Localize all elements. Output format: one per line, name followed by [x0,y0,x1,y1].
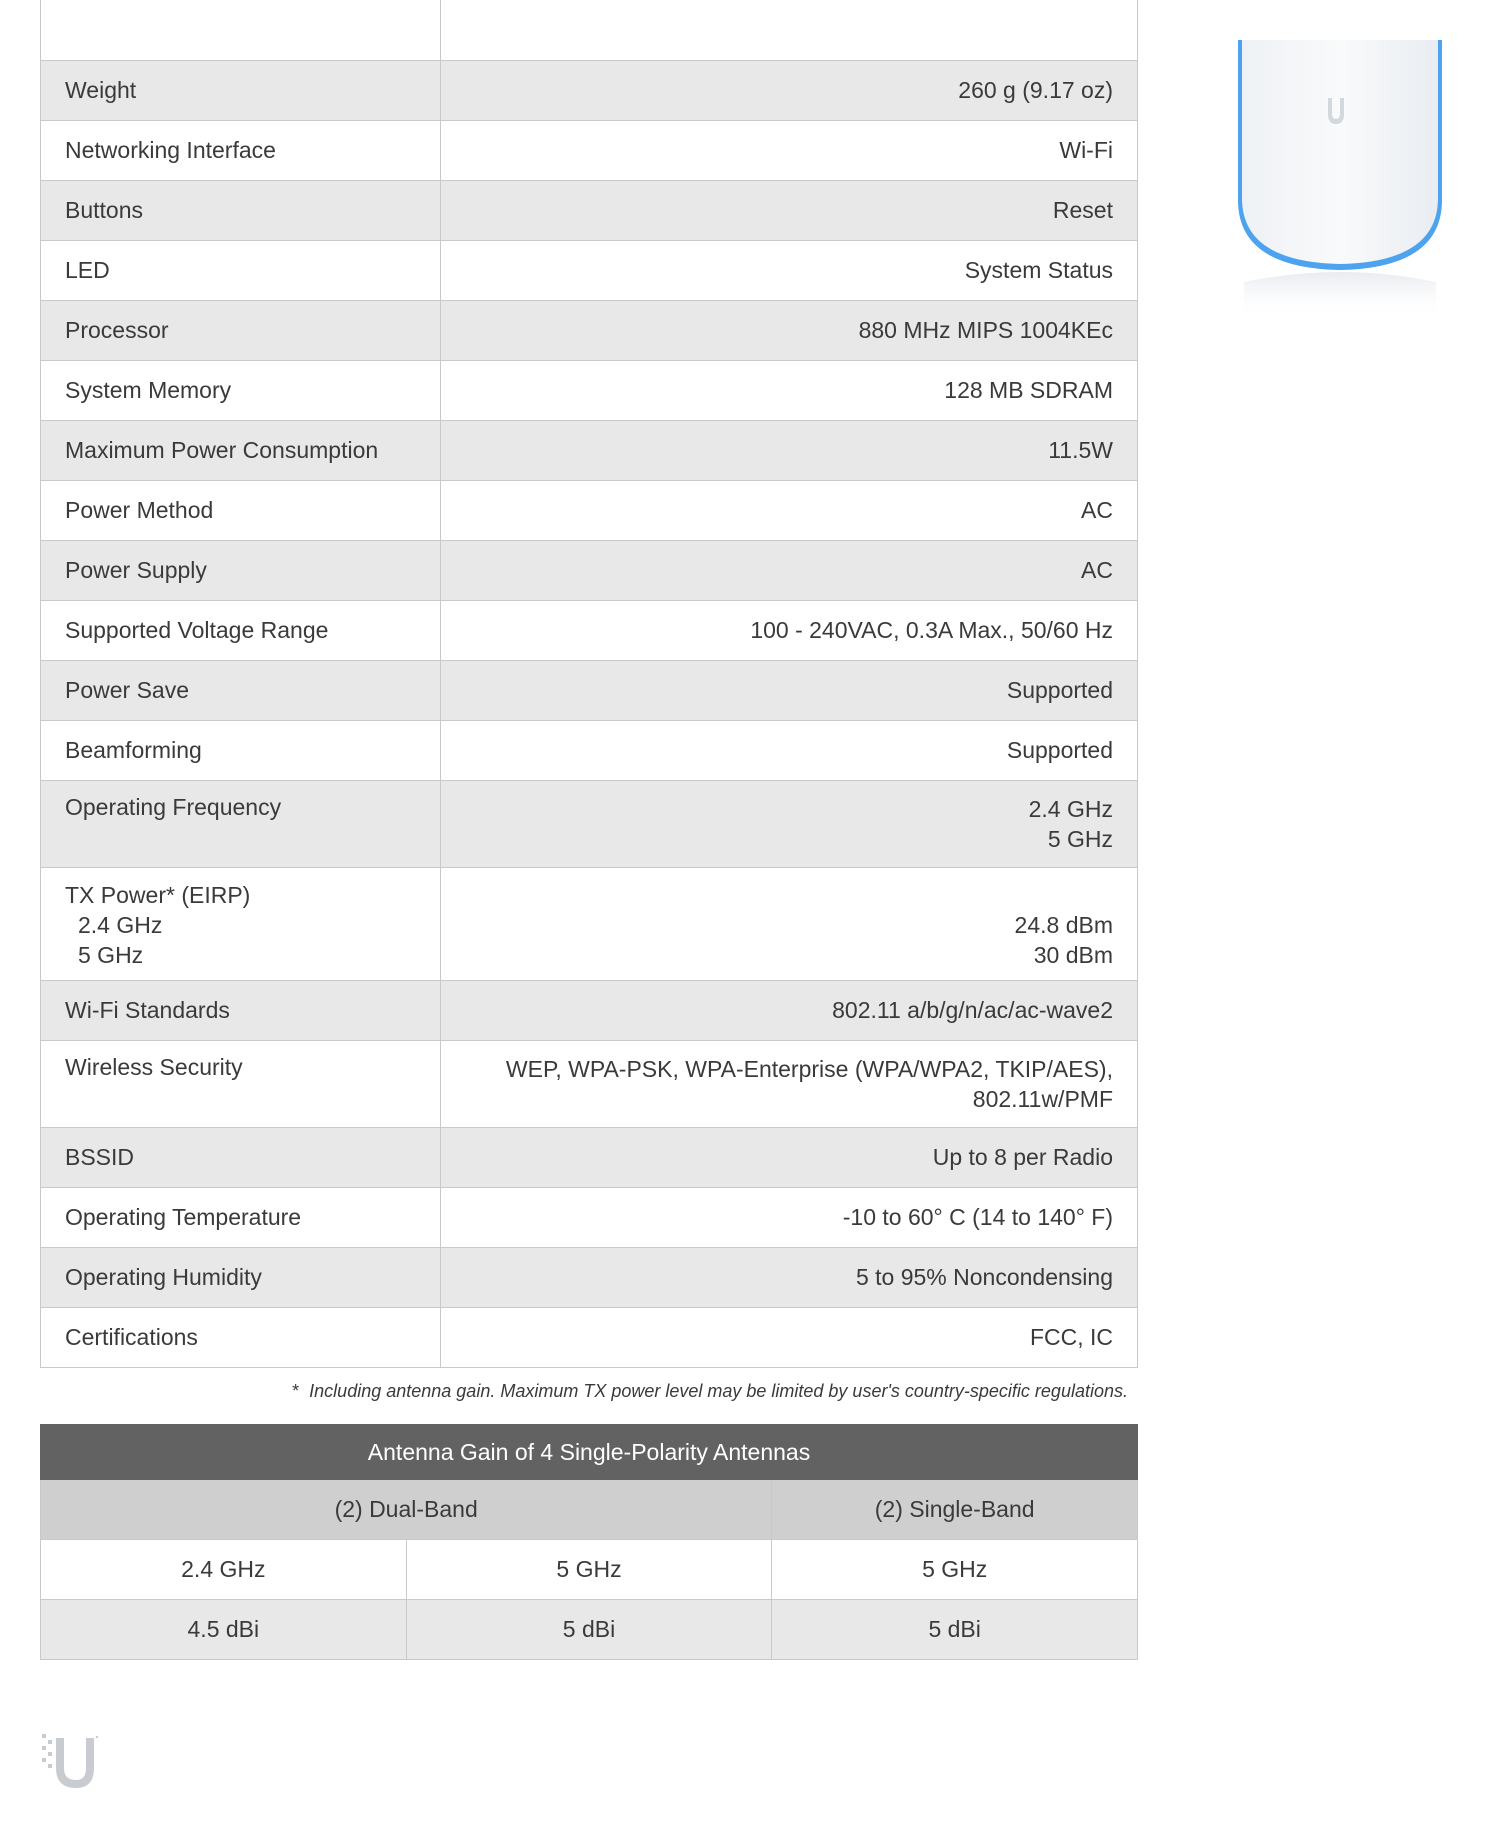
spec-row-operating-frequency [41,780,1138,867]
access-point-device-image [1230,0,1450,330]
spec-value: Supported [441,660,1138,720]
spec-value [441,1040,1138,1127]
spec-value: 880 MHz MIPS 1004KEc [441,300,1138,360]
spec-row-operating-temperature [41,1187,1138,1247]
spec-label: Supported Voltage Range [41,600,441,660]
spec-row-buttons [41,180,1138,240]
spec-value [441,780,1138,867]
spec-value [441,867,1138,980]
antenna-title-row [41,1425,1138,1480]
spec-row-power-save [41,660,1138,720]
spec-value: 128 MB SDRAM [441,360,1138,420]
spec-row-wifi-standards [41,980,1138,1040]
value-line: WEP, WPA-PSK, WPA-Enterprise (WPA/WPA2, TKIP/AES), [505,1055,1113,1082]
spec-label: Operating Humidity [41,1247,441,1307]
frequency-cell: 2.4 GHz [41,1540,407,1600]
spec-value: AC [441,480,1138,540]
spec-label: Certifications [41,1307,441,1367]
gain-cell: 5 dBi [406,1600,772,1660]
gain-cell: 5 dBi [772,1600,1138,1660]
footnote-marker: * [292,1381,300,1401]
spec-value: 11.5W [441,420,1138,480]
spec-value: 260 g (9.17 oz) [441,60,1138,120]
spec-label: Weight [41,60,441,120]
spec-label: Wi-Fi Standards [41,980,441,1040]
spec-row-voltage-range [41,600,1138,660]
spec-value: Reset [441,180,1138,240]
spec-label: System Memory [41,360,441,420]
spec-value: Wi-Fi [441,120,1138,180]
spec-value: 100 - 240VAC, 0.3A Max., 50/60 Hz [441,600,1138,660]
spec-label: Beamforming [41,720,441,780]
sub-label-line: 5 GHz [78,941,144,968]
spec-label: Buttons [41,180,441,240]
value-line: 802.11w/PMF [972,1085,1113,1112]
spec-label: Power Save [41,660,441,720]
spec-label: Power Method [41,480,441,540]
spec-value: System Status [441,240,1138,300]
spec-row-operating-humidity [41,1247,1138,1307]
antenna-gain-row [41,1600,1138,1660]
value-line: 30 dBm [1033,941,1113,968]
spec-label: Processor [41,300,441,360]
spec-row-led [41,240,1138,300]
spec-row-wireless-security [41,1040,1138,1127]
spec-label: Wireless Security [41,1040,441,1127]
spec-row-system-memory [41,360,1138,420]
antenna-table-title: Antenna Gain of 4 Single-Polarity Antennas [41,1425,1138,1480]
sub-label-line: 2.4 GHz [78,911,163,938]
spec-label [41,867,441,980]
spec-label [41,0,441,60]
tx-power-footnote [40,1381,1128,1402]
spec-label: Power Supply [41,540,441,600]
spec-label: Operating Frequency [41,780,441,867]
spec-value: 802.11 a/b/g/n/ac/ac-wave2 [441,980,1138,1040]
spec-row-certifications [41,1307,1138,1367]
spec-row-tx-power [41,867,1138,980]
value-line: 2.4 GHz [1028,795,1113,822]
spec-row-weight [41,60,1138,120]
frequency-cell: 5 GHz [406,1540,772,1600]
value-line: 24.8 dBm [1014,911,1113,938]
frequency-cell: 5 GHz [772,1540,1138,1600]
spec-row-power-supply [41,540,1138,600]
spec-label: Networking Interface [41,120,441,180]
spec-label: LED [41,240,441,300]
spec-row-processor [41,300,1138,360]
footnote-text: Including antenna gain. Maximum TX power level may be limited by user's country-specific regulations. [309,1381,1128,1401]
spec-row-beamforming [41,720,1138,780]
ubiquiti-logo-icon [38,1730,98,1794]
spec-label: Maximum Power Consumption [41,420,441,480]
spec-value: -10 to 60° C (14 to 140° F) [441,1187,1138,1247]
gain-cell: 4.5 dBi [41,1600,407,1660]
spec-value: Up to 8 per Radio [441,1127,1138,1187]
spec-row-clipped [41,0,1138,60]
spec-value: AC [441,540,1138,600]
spec-row-bssid [41,1127,1138,1187]
group-single-band: (2) Single-Band [772,1480,1138,1540]
specifications-table [40,0,1138,1368]
antenna-gain-table [40,1424,1138,1660]
spec-row-power-method [41,480,1138,540]
label-line: TX Power* (EIRP) [65,881,251,908]
spec-row-networking-interface [41,120,1138,180]
antenna-group-row [41,1480,1138,1540]
spec-row-max-power [41,420,1138,480]
spec-label: Operating Temperature [41,1187,441,1247]
spec-value: Supported [441,720,1138,780]
value-line: 5 GHz [1047,825,1113,852]
antenna-frequency-row [41,1540,1138,1600]
spec-value [441,0,1138,60]
spec-value: FCC, IC [441,1307,1138,1367]
group-dual-band: (2) Dual-Band [41,1480,772,1540]
spec-value: 5 to 95% Noncondensing [441,1247,1138,1307]
spec-label: BSSID [41,1127,441,1187]
